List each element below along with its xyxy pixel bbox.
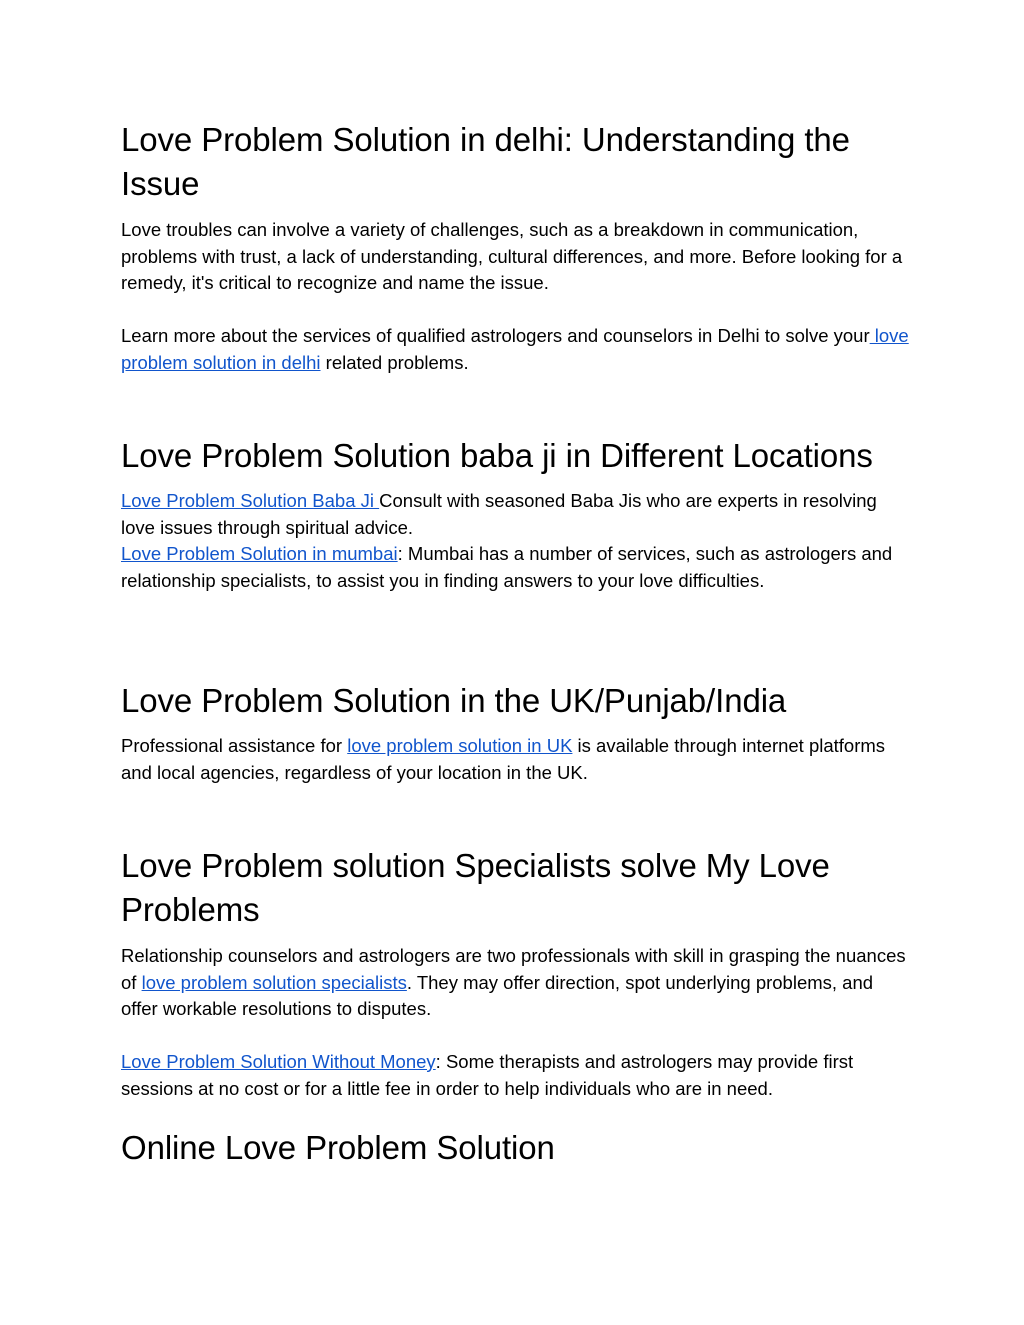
paragraph-text: related problems.	[320, 351, 469, 373]
link-love-problem-solution-mumbai[interactable]: Love Problem Solution in mumbai	[121, 543, 398, 564]
paragraph-text: Relationship counselors and astrologers are two professionals with skill in grasping the nuances of	[121, 945, 906, 993]
heading-online-love-problem-solution: Online Love Problem Solution	[121, 1129, 555, 1166]
paragraph-text: : Mumbai has a number of services, such as astrologers and relationship specialists, to assist you in finding answers to your love difficulties.	[121, 543, 893, 591]
link-love-problem-solution-baba-ji[interactable]: Love Problem Solution Baba Ji	[121, 490, 380, 511]
heading-uk-punjab-india: Love Problem Solution in the UK/Punjab/India	[121, 682, 787, 719]
link-love-problem-solution-uk[interactable]: love problem solution in UK	[347, 735, 573, 756]
heading-specialists: Love Problem solution Specialists solve My Love Problems	[121, 847, 830, 928]
paragraph-love-troubles: Love troubles can involve a variety of challenges, such as a breakdown in communication, problems with trust, a lack of understanding, cultural differences, and more. Before looking for a remedy, it's critical to recognize and name the issue.	[121, 219, 903, 293]
paragraph-learn-more-delhi	[121, 323, 911, 376]
paragraph-text: Learn more about the services of qualified astrologers and counselors in Delhi to solve your	[121, 325, 870, 346]
paragraph-text: . They may offer direction, spot underlying problems, and offer workable resolutions to disputes.	[121, 971, 874, 1019]
paragraph-baba-ji	[121, 488, 911, 541]
paragraph-mumbai	[121, 541, 911, 594]
paragraph-text: is available through internet platforms and local agencies, regardless of your location in the UK.	[121, 735, 886, 783]
heading-delhi-understanding: Love Problem Solution in delhi: Understanding the Issue	[121, 121, 850, 202]
link-love-problem-solution-without-money[interactable]: Love Problem Solution Without Money	[121, 1051, 436, 1072]
heading-baba-ji-locations: Love Problem Solution baba ji in Different Locations	[121, 437, 873, 474]
paragraph-text: Professional assistance for	[121, 735, 348, 756]
paragraph-uk	[121, 733, 911, 786]
link-love-problem-solution-specialists[interactable]: love problem solution specialists	[141, 971, 407, 993]
paragraph-text: Consult with seasoned Baba Jis who are experts in resolving love issues through spiritual advice.	[121, 490, 877, 538]
link-love-problem-solution-delhi[interactable]: love problem solution in delhi	[121, 325, 909, 373]
paragraph-text: : Some therapists and astrologers may provide first sessions at no cost or for a little fee in order to help individuals who are in need.	[121, 1051, 854, 1099]
paragraph-specialists	[121, 943, 911, 1023]
paragraph-without-money	[121, 1049, 911, 1102]
